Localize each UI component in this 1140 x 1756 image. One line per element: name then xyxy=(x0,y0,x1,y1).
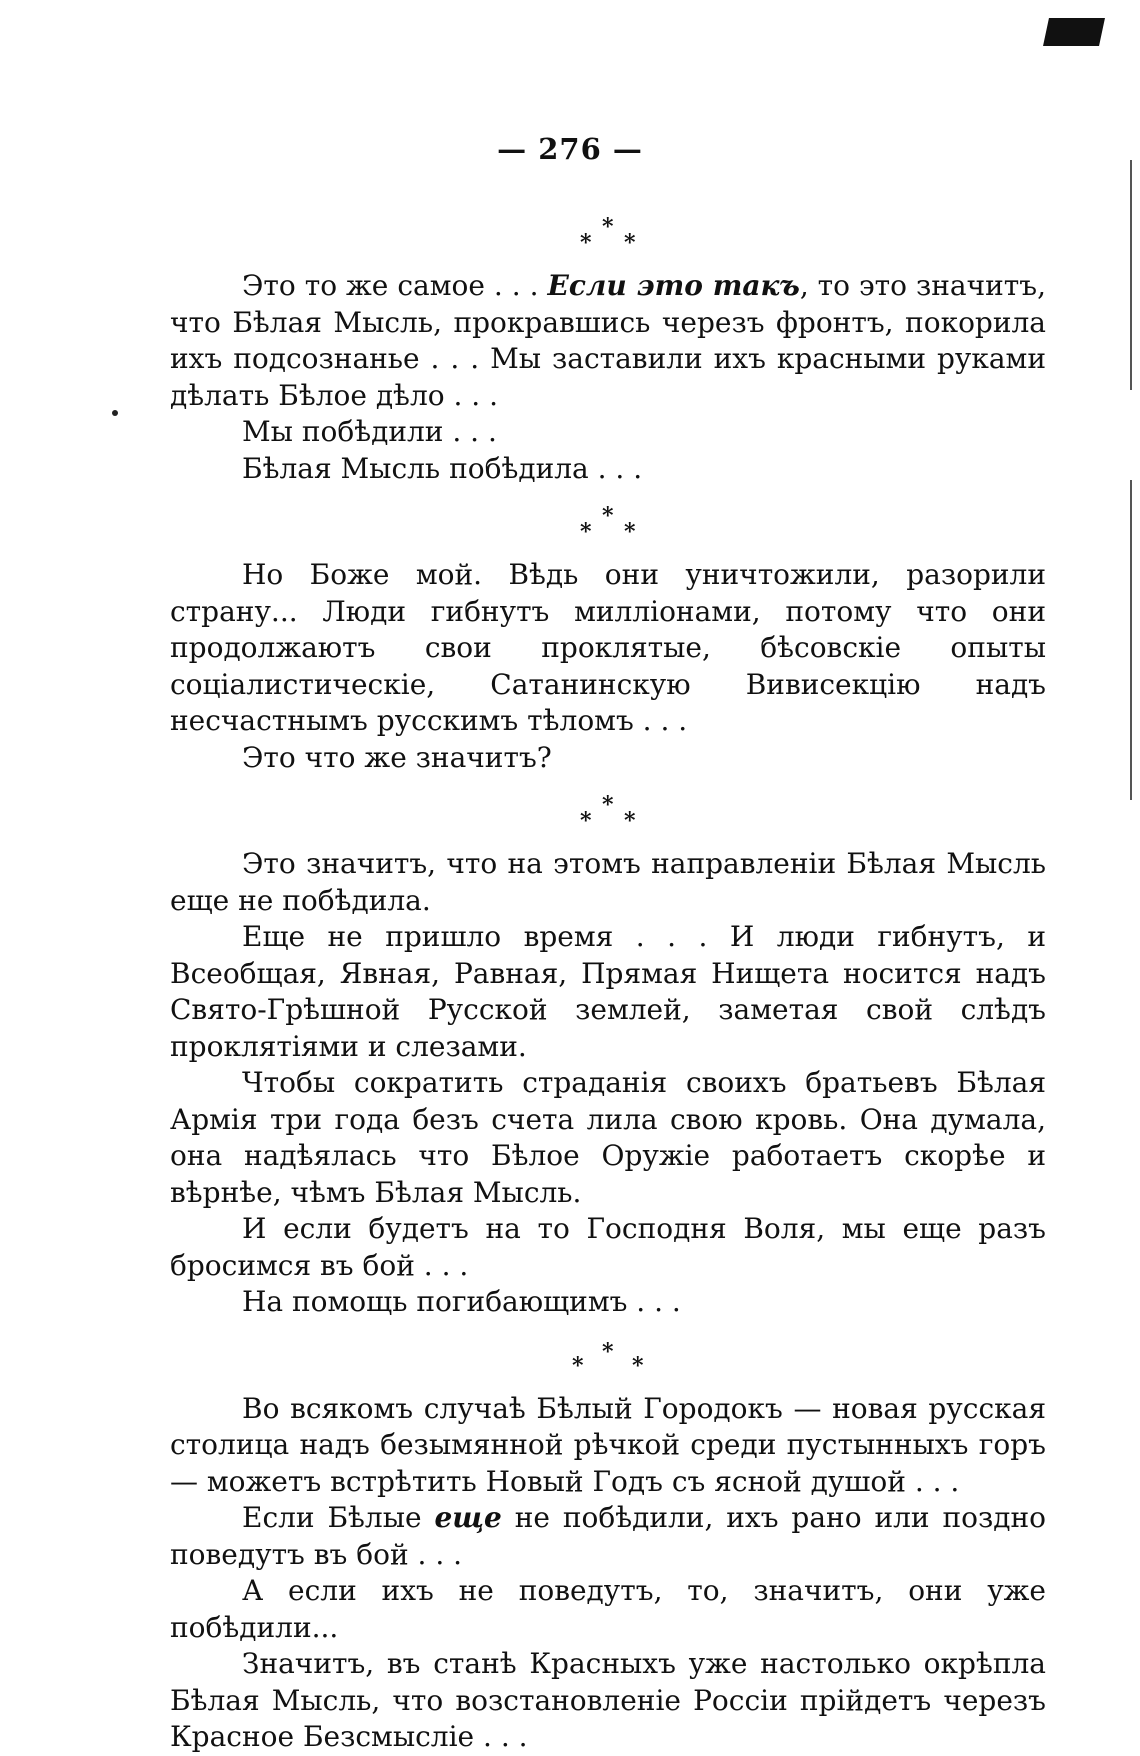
separator-star: * xyxy=(602,792,614,818)
paragraph: Значитъ, въ станѣ Красныхъ уже настолько окрѣпла Бѣлая Мысль, что возстановленіе Россіи прійдетъ черезъ Красное Безсмысліе . . . xyxy=(170,1647,1046,1753)
separator-star: * xyxy=(580,230,592,256)
separator-star: * xyxy=(624,808,636,834)
emphasis-text: Если это такъ xyxy=(547,269,800,302)
paragraph: Это значитъ, что на этомъ направленіи Бѣлая Мысль еще не побѣдила. xyxy=(170,847,1046,917)
scan-artifact-edge-line xyxy=(1130,480,1132,800)
paragraph: Это что же значитъ? xyxy=(242,740,552,774)
emphasis-text: еще xyxy=(434,1501,502,1534)
section-separator xyxy=(170,495,1046,547)
paragraph: Если Бѣлые еще не побѣдили, ихъ рано или поздно поведутъ въ бой . . . xyxy=(170,1501,1046,1571)
page-body xyxy=(170,198,1046,1756)
paragraph: Но Боже мой. Вѣдь они уничтожили, разорили страну... Люди гибнутъ милліонами, потому что они продолжаютъ свои проклятые, бѣсовскіе опыты соціалистическіе, Сатанинскую Вивисекцію надъ несчастнымъ русскимъ тѣломъ . . . xyxy=(170,558,1046,737)
scan-artifact-dot xyxy=(112,410,118,416)
separator-star: * xyxy=(572,1352,584,1379)
paragraph: А если ихъ не поведутъ, то, значитъ, они уже побѣдили... xyxy=(170,1574,1046,1644)
separator-star: * xyxy=(624,519,636,545)
paragraph: Еще не пришло время . . . И люди гибнутъ, и Всеобщая, Явная, Равная, Прямая Нищета носится надъ Свято-Грѣшной Русской землей, заметая свой слѣдъ проклятіями и слезами. xyxy=(170,920,1046,1063)
paragraph: Мы побѣдили . . . xyxy=(242,415,497,448)
separator-star: * xyxy=(602,214,614,240)
scan-artifact-corner xyxy=(1043,18,1105,46)
paragraph: Во всякомъ случаѣ Бѣлый Городокъ — новая русская столица надъ безымянной рѣчкой среди пустынныхъ горъ — можетъ встрѣтить Новый Годъ съ ясной душой . . . xyxy=(170,1391,1046,1498)
separator-star: * xyxy=(580,808,592,834)
separator-star: * xyxy=(632,1352,644,1379)
paragraph: Бѣлая Мысль побѣдила . . . xyxy=(242,451,643,485)
paragraph: Чтобы сократить страданія своихъ братьевъ Бѣлая Армія три года безъ счета лила свою кровь. Она думала, она надѣялась что Бѣлое Оружіе работаетъ скорѣе и вѣрнѣе, чѣмъ Бѣлая Мысль. xyxy=(170,1066,1046,1209)
page-number: — 276 — xyxy=(497,132,643,166)
section-separator xyxy=(170,784,1046,836)
separator-star: * xyxy=(624,230,636,256)
separator-star: * xyxy=(602,1338,614,1365)
paragraph: И если будетъ на то Господня Воля, мы еще разъ бросимся въ бой . . . xyxy=(170,1212,1046,1282)
separator-star: * xyxy=(602,503,614,529)
section-separator xyxy=(170,1329,1046,1381)
separator-star: * xyxy=(580,519,592,545)
paragraph: Это то же самое . . . Если это такъ, то это значитъ, что Бѣлая Мысль, прокравшись черезъ фронтъ, покорила ихъ подсознанье . . . Мы заставили ихъ красными руками дѣлать Бѣлое дѣло . . . xyxy=(170,269,1046,412)
paragraph: На помощь погибающимъ . . . xyxy=(242,1285,681,1318)
scan-artifact-edge-line xyxy=(1130,160,1132,390)
section-separator xyxy=(170,206,1046,258)
